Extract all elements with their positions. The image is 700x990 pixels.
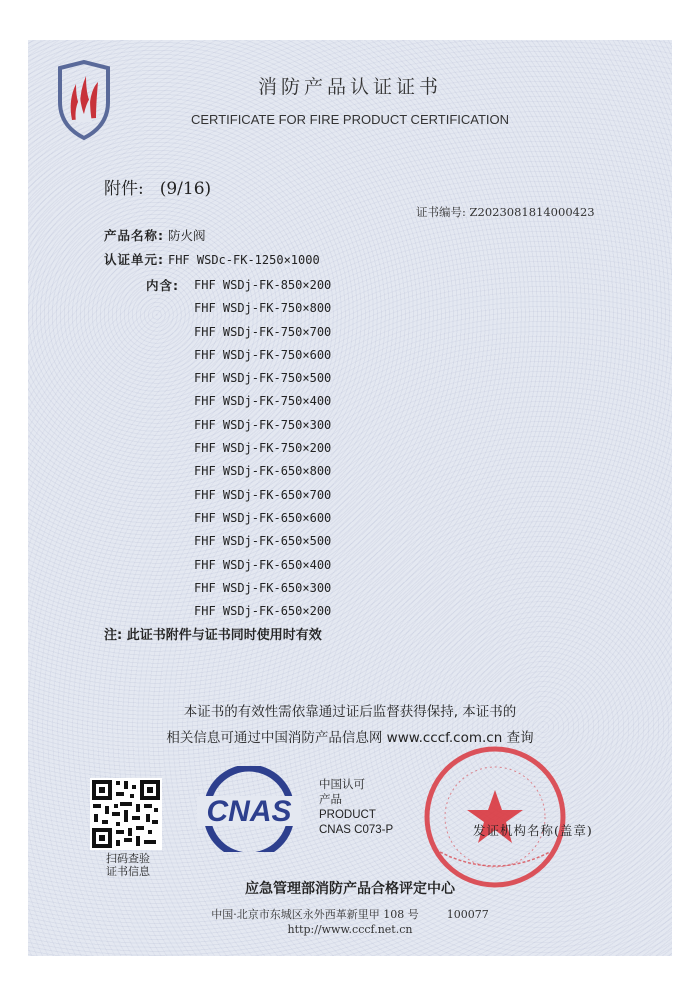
- title-chinese: 消防产品认证证书: [257, 76, 442, 98]
- model-item: FHF WSDj-FK-750×800: [194, 301, 332, 316]
- model-item: FHF WSDj-FK-750×500: [194, 371, 332, 386]
- product-name-value: 防火阀: [167, 228, 206, 243]
- postcode: 100077: [446, 908, 489, 921]
- usage-note: 注: 此证书附件与证书同时使用时有效: [104, 628, 322, 643]
- cnas-accreditation-info: [319, 778, 393, 838]
- attachment-heading: [104, 174, 211, 199]
- qr-caption-line: 证书信息: [106, 865, 150, 878]
- product-name-label: 产品名称:: [104, 228, 164, 243]
- qr-code-icon[interactable]: [90, 778, 162, 850]
- model-item: FHF WSDj-FK-650×200: [194, 604, 332, 619]
- model-item: FHF WSDj-FK-650×600: [194, 510, 332, 525]
- issuer-address: [0, 906, 700, 922]
- product-name-row: [104, 226, 206, 244]
- cert-unit-row: [104, 250, 320, 268]
- qr-caption-line: 扫码查验: [106, 852, 150, 865]
- cnas-logo: [193, 766, 305, 852]
- issuing-center-name: 应急管理部消防产品合格评定中心: [245, 881, 455, 897]
- model-item: FHF WSDj-FK-750×700: [194, 324, 332, 339]
- model-item: FHF WSDj-FK-650×400: [194, 557, 332, 572]
- model-item: FHF WSDj-FK-650×800: [194, 464, 332, 479]
- qr-caption: [86, 852, 170, 878]
- cert-unit-value: FHF WSDc-FK-1250×1000: [167, 253, 320, 267]
- cnas-logo-text: CNAS: [206, 795, 292, 828]
- cert-unit-label: 认证单元:: [104, 252, 164, 267]
- attachment-number: (9/16): [159, 179, 212, 199]
- model-item: FHF WSDj-FK-650×300: [194, 580, 332, 595]
- model-item: FHF WSDj-FK-850×200: [194, 278, 332, 292]
- title-english: CERTIFICATE FOR FIRE PRODUCT CERTIFICATION: [190, 112, 510, 127]
- address-text: 中国·北京市东城区永外西革新里甲 108 号: [211, 908, 419, 921]
- cnas-info-line: 产品: [319, 794, 342, 806]
- cnas-info-line: PRODUCT: [319, 809, 376, 821]
- model-item: FHF WSDj-FK-750×600: [194, 347, 332, 362]
- website-link[interactable]: http://www.cccf.net.cn: [287, 923, 413, 936]
- model-item: FHF WSDj-FK-750×400: [194, 394, 332, 409]
- validity-line-1: 本证书的有效性需依靠通过证后监督获得保持, 本证书的: [183, 704, 517, 720]
- contains-label: [146, 276, 179, 294]
- model-list: [194, 274, 331, 623]
- model-item: FHF WSDj-FK-650×500: [194, 534, 332, 549]
- official-seal-stamp: [420, 742, 570, 892]
- contains-label-text: 内含:: [146, 278, 179, 293]
- cnas-info-line: CNAS C073-P: [319, 824, 394, 836]
- model-item: FHF WSDj-FK-750×200: [194, 441, 332, 456]
- attachment-label: 附件:: [104, 179, 144, 199]
- issuer-label: 发证机构名称(盖章): [473, 823, 593, 838]
- certificate-number: 证书编号: Z2023081814000423: [416, 205, 595, 219]
- model-item: FHF WSDj-FK-650×700: [194, 487, 332, 502]
- cnas-info-line: 中国认可: [319, 779, 365, 791]
- model-item: FHF WSDj-FK-750×300: [194, 417, 332, 432]
- validity-line-2: 相关信息可通过中国消防产品信息网 www.cccf.com.cn 查询: [166, 730, 534, 746]
